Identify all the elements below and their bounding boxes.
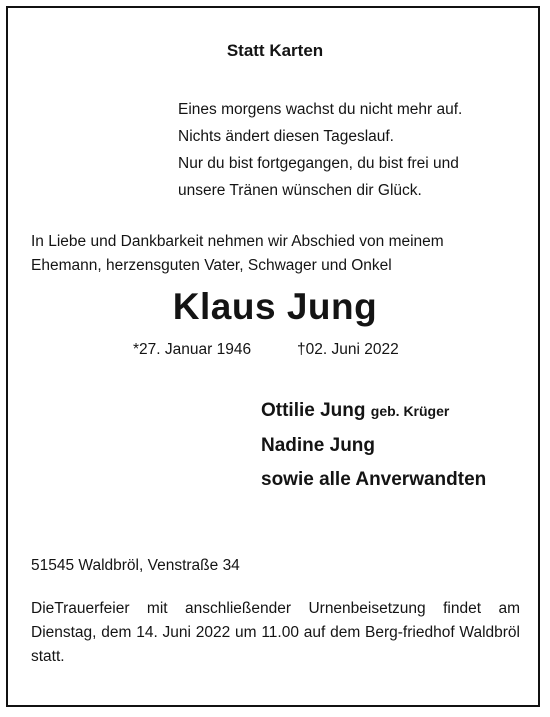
funeral-notice: DieTrauerfeier mit anschließender Urnenbeisetzung findet am Dienstag, dem 14. Juni 2022 um 11.00 auf dem Berg-friedhof Waldbröl statt. xyxy=(31,600,520,665)
header-statt-karten: Statt Karten xyxy=(226,41,324,60)
mourner-line: Nadine Jung xyxy=(261,435,376,456)
mourner-line xyxy=(261,400,449,422)
birth-date xyxy=(133,341,251,359)
maiden-name: geb. Krüger xyxy=(370,403,450,419)
deceased-name: Klaus Jung xyxy=(172,286,378,327)
birth-date-text: 27. Januar 1946 xyxy=(139,341,252,358)
address: 51545 Waldbröl, Venstraße 34 xyxy=(31,557,240,574)
death-symbol: † xyxy=(297,341,306,358)
intro-line: In Liebe und Dankbarkeit nehmen wir Abschied von meinem xyxy=(31,233,444,250)
mourner-line: sowie alle Anverwandten xyxy=(261,469,487,490)
death-date-text: 02. Juni 2022 xyxy=(305,341,399,358)
poem-line: Nichts ändert diesen Tageslauf. xyxy=(178,128,394,145)
birth-symbol: * xyxy=(133,341,140,358)
poem-line: Eines morgens wachst du nicht mehr auf. xyxy=(178,101,463,118)
poem-line: unsere Tränen wünschen dir Glück. xyxy=(178,182,422,199)
mourner-name: Ottilie Jung xyxy=(261,400,366,421)
poem-line: Nur du bist fortgegangen, du bist frei und xyxy=(178,155,459,172)
intro-line: Ehemann, herzensguten Vater, Schwager und Onkel xyxy=(31,257,392,274)
death-date xyxy=(297,341,399,359)
